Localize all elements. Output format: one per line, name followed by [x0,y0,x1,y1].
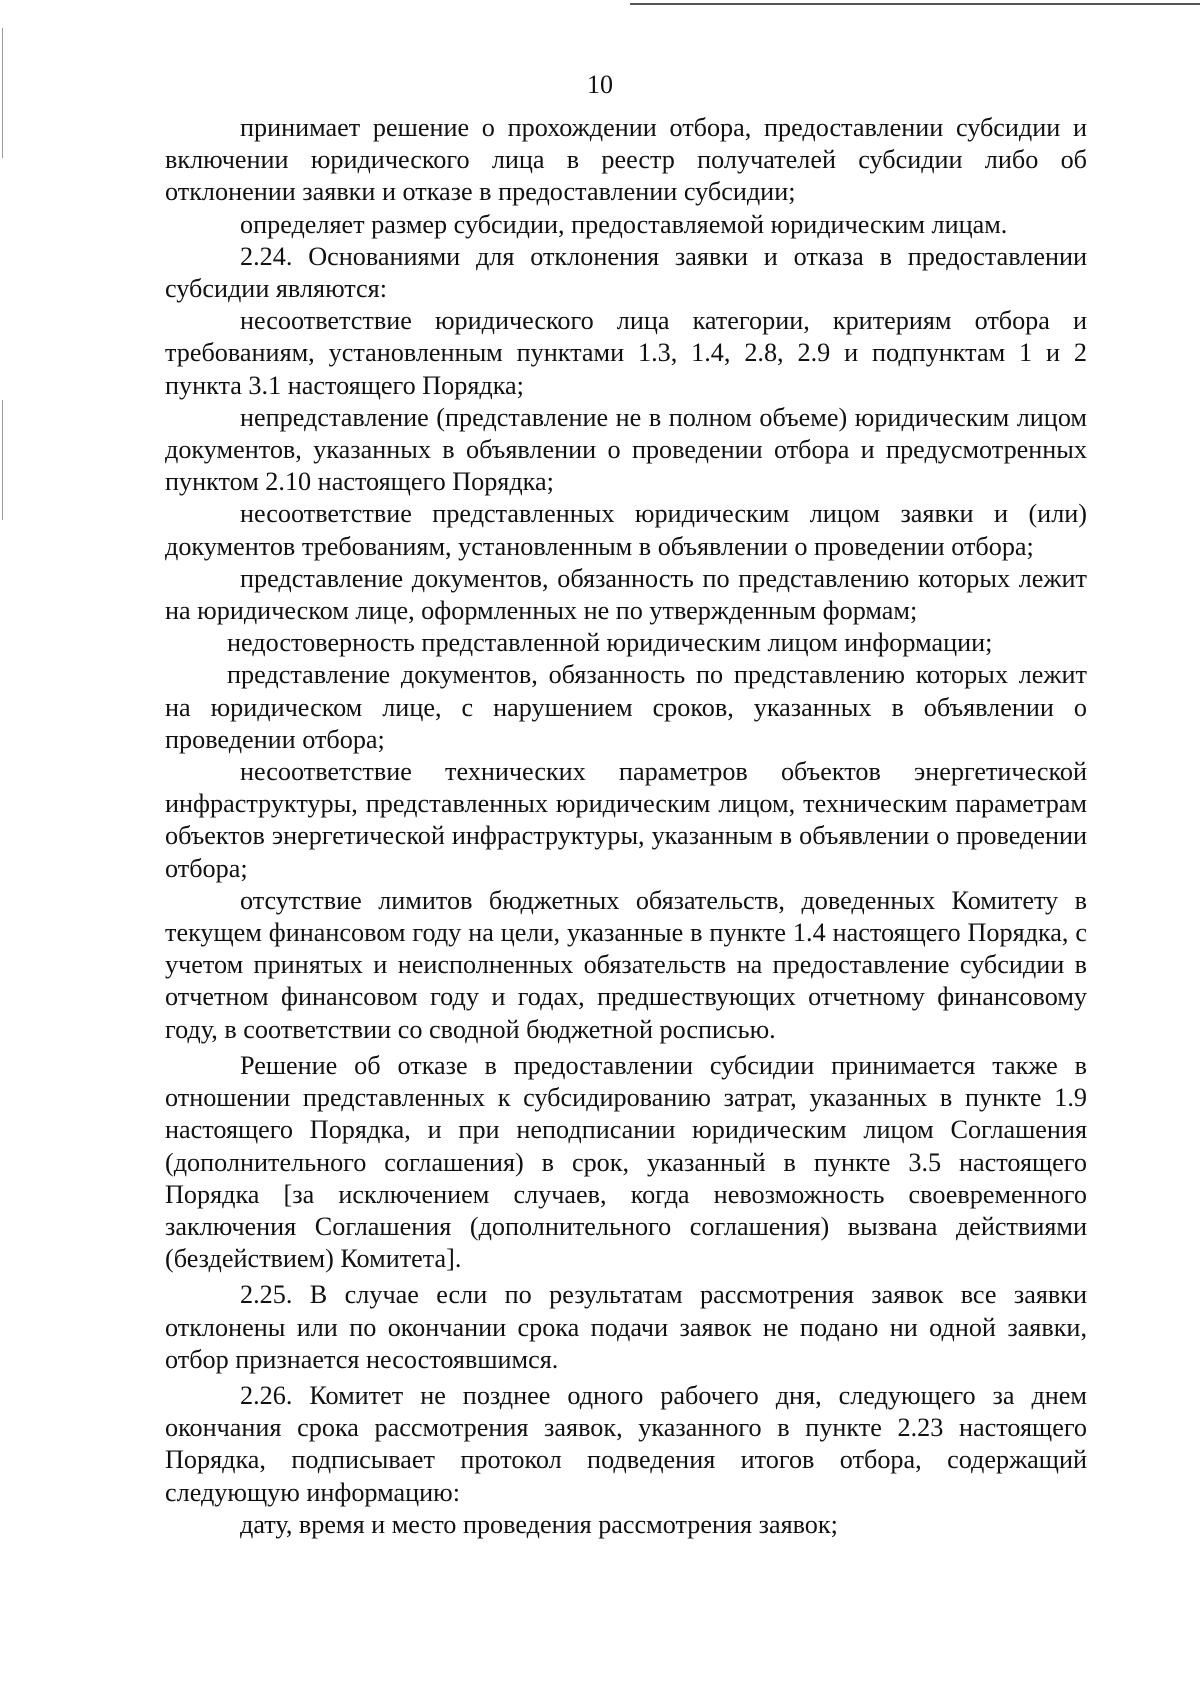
paragraph: 2.24. Основаниями для отклонения заявки и отказа в предоставлении субсидии являются: [165,241,1087,304]
document-body [165,112,1087,1541]
paragraph: определяет размер субсидии, предоставляемой юридическим лицам. [240,209,1008,239]
paragraph: представление документов, обязанность по представлению которых лежит на юридическом лице, оформленных не по утвержденным формам; [165,563,1087,626]
paragraph: принимает решение о прохождении отбора, предоставлении субсидии и включении юридического лица в реестр получателей субсидии либо об отклонении заявки и отказе в предоставлении субсидии; [165,113,1087,207]
paragraph: несоответствие представленных юридическим лицом заявки и (или) документов требованиям, установленным в объявлении о проведении отбора; [165,499,1087,561]
page-number: 10 [587,70,613,99]
paragraph: несоответствие юридического лица категории, критериям отбора и требованиям, установленным пунктами 1.3, 1.4, 2.8, 2.9 и подпунктам 1 и 2 пункта 3.1 настоящего Порядка; [165,306,1087,400]
paragraph: дату, время и место проведения рассмотрения заявок; [240,1509,838,1539]
paragraph: представление документов, обязанность по представлению которых лежит на юридическом лице, с нарушением сроков, указанных в объявлении о проведении отбора; [165,660,1087,754]
scan-edge-line [630,3,1200,5]
paragraph: непредставление (представление не в полном объеме) юридическим лицом документов, указанных в объявлении о проведении отбора и предусмотренных пунктом 2.10 настоящего Порядка; [165,402,1087,497]
scan-edge-mark [2,400,3,520]
paragraph: 2.26. Комитет не позднее одного рабочего дня, следующего за днем окончания срока рассмотрения заявок, указанного в пункте 2.23 настоящего Порядка, подписывает протокол подведения итогов отбора, содержащий следующую информацию: [165,1380,1087,1507]
paragraph: Решение об отказе в предоставлении субсидии принимается также в отношении представленных к субсидированию затрат, указанных в пункте 1.9 настоящего Порядка, и при неподписании юридическим лицом Соглашения (дополнительного соглашения) в срок, указанный в пункте 3.5 настоящего Порядка [за исключением случаев, когда невозможность своевременного заключения Соглашения (дополнительного соглашения) вызвана действиями (бездействием) Комитета]. [165,1050,1087,1274]
paragraph: отсутствие лимитов бюджетных обязательств, доведенных Комитету в текущем финансовом году на цели, указанные в пункте 1.4 настоящего Порядка, с учетом принятых и неисполненных обязательств на предоставление субсидии в отчетном финансовом году и годах, предшествующих отчетному финансовому году, в соответствии со сводной бюджетной росписью. [165,885,1087,1044]
paragraph: несоответствие технических параметров объектов энергетической инфраструктуры, представленных юридическим лицом, техническим параметрам объектов энергетической инфраструктуры, указанным в объявлении о проведении отбора; [165,757,1087,883]
paragraph: недостоверность представленной юридическим лицом информации; [227,628,993,658]
paragraph: 2.25. В случае если по результатам рассмотрения заявок все заявки отклонены или по окончании срока подачи заявок не подано ни одной заявки, отбор признается несостоявшимся. [165,1280,1087,1374]
